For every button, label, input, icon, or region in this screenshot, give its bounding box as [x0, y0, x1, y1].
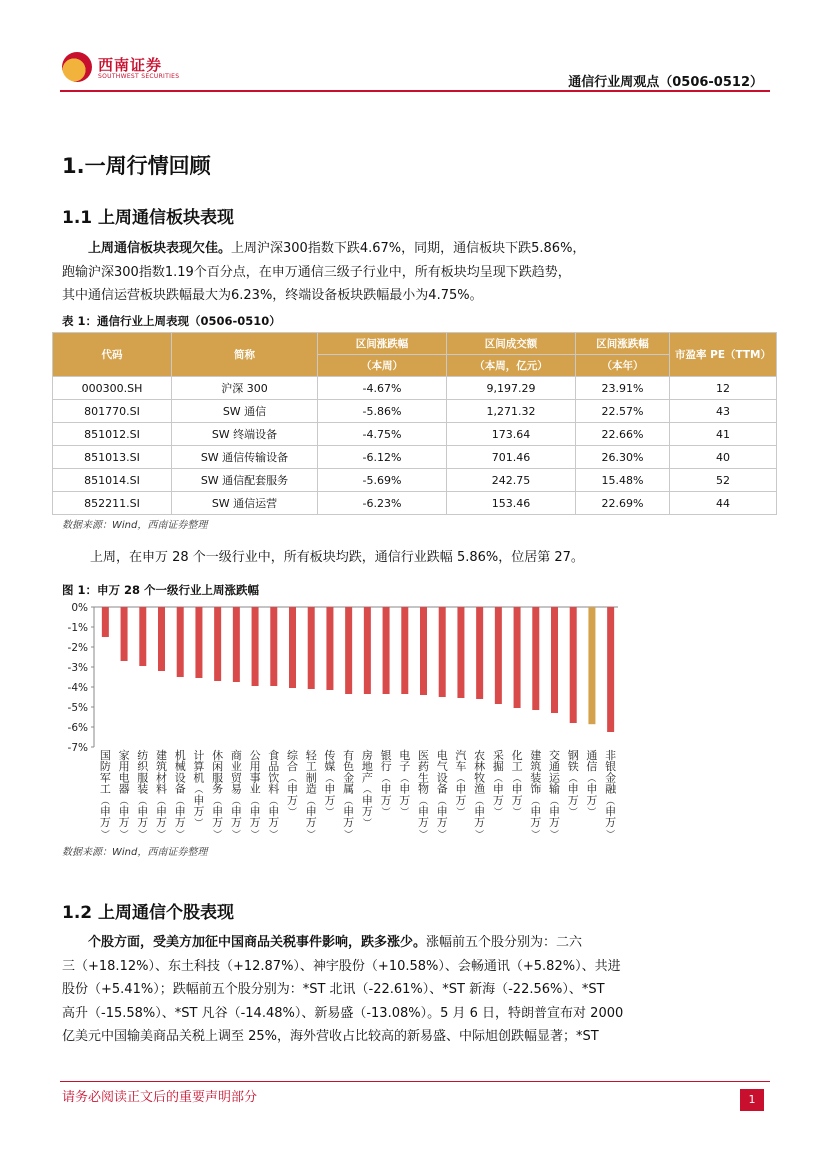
paragraph-line: 跑输沪深300指数1.19个百分点，在申万通信三级子行业中，所有板块均呈现下跌趋势，: [62, 264, 571, 280]
company-logo: [62, 52, 182, 86]
x-label-14: 房地产︵申万︶: [361, 749, 373, 830]
logo-en-text: SOUTHWEST SECURITIES: [98, 73, 180, 80]
bar-8: [252, 607, 259, 686]
cell-change: -6.12%: [318, 446, 447, 469]
sector-performance-table: [52, 332, 777, 515]
paragraph-line: 高升（-15.58%）、*ST 凡谷（-14.48%）、新易盛（-13.08%）。5 月 6 日，特朗普宣布对 2000: [62, 1005, 624, 1021]
bar-27: [607, 607, 614, 732]
bar-19: [457, 607, 464, 698]
cell-change: -5.86%: [318, 400, 447, 423]
x-label-27: 非银金融︵申万︶: [605, 749, 617, 837]
x-label-23: 建筑装饰︵申万︶: [530, 749, 542, 837]
y-tick-label: -4%: [67, 682, 88, 694]
bar-5: [195, 607, 202, 678]
bar-11: [308, 607, 315, 689]
cell-ytd: 22.57%: [576, 400, 670, 423]
table-row: [53, 377, 777, 400]
paragraph-stock-performance: [62, 931, 623, 1049]
header-change: 区间涨跌幅: [318, 333, 447, 355]
header-name: 简称: [172, 333, 318, 377]
industry-change-bar-chart: [62, 597, 622, 837]
line-text: 上周沪深300指数下跌4.67%，同期，通信板块下跌5.86%，: [231, 241, 586, 256]
cell-name: SW 终端设备: [172, 423, 318, 446]
x-label-21: 采掘︵申万︶: [492, 749, 504, 818]
cell-change: -5.69%: [318, 469, 447, 492]
x-label-15: 银行︵申万︶: [380, 749, 392, 818]
y-tick-label: -3%: [67, 662, 88, 674]
table-caption: 表 1：通信行业上周表现（0506-0510）: [62, 314, 281, 328]
bar-12: [326, 607, 333, 690]
table-row: [53, 469, 777, 492]
cell-turnover: 701.46: [447, 446, 576, 469]
cell-turnover: 1,271.32: [447, 400, 576, 423]
x-label-5: 计算机︵申万︶: [193, 749, 205, 830]
x-label-13: 有色金属︵申万︶: [343, 749, 355, 837]
bar-10: [289, 607, 296, 688]
header-ytd-sub: （本年）: [576, 355, 670, 377]
lead-sentence: 上周通信板块表现欠佳。: [88, 241, 232, 256]
cell-turnover: 153.46: [447, 492, 576, 515]
paragraph-line: 三（+18.12%）、东土科技（+12.87%）、神宇股份（+10.58%）、会畅通讯（+5.82%）、共进: [62, 958, 621, 974]
cell-change: -6.23%: [318, 492, 447, 515]
cell-change: -4.75%: [318, 423, 447, 446]
x-label-0: 国防军工︵申万︶: [99, 749, 111, 837]
bar-26: [588, 607, 595, 724]
bar-22: [514, 607, 521, 708]
bar-6: [214, 607, 221, 681]
x-label-3: 建筑材料︵申万︶: [156, 749, 167, 837]
header-ytd: 区间涨跌幅: [576, 333, 670, 355]
x-label-19: 汽车︵申万︶: [455, 749, 467, 818]
x-label-11: 轻工制造︵申万︶: [305, 749, 317, 837]
table-row: [53, 446, 777, 469]
cell-pe: 52: [670, 469, 777, 492]
cell-ytd: 22.69%: [576, 492, 670, 515]
footer-divider: [60, 1081, 770, 1082]
header-divider: [60, 90, 770, 92]
x-label-10: 综合︵申万︶: [287, 749, 298, 818]
table-row: [53, 492, 777, 515]
chart-x-labels: [100, 748, 617, 837]
cell-pe: 43: [670, 400, 777, 423]
x-label-12: 传媒︵申万︶: [324, 749, 336, 818]
header-title: 通信行业周观点（0506-0512）: [568, 75, 763, 90]
header-change-sub: （本周）: [318, 355, 447, 377]
y-tick-label: 0%: [71, 602, 88, 614]
y-tick-label: -2%: [67, 642, 88, 654]
cell-name: 沪深 300: [172, 377, 318, 400]
section-1-title: 1.一周行情回顾: [62, 154, 211, 178]
bar-3: [158, 607, 165, 671]
bar-0: [102, 607, 109, 637]
figure-source: 数据来源：Wind，西南证券整理: [62, 847, 208, 858]
cell-code: 851012.SI: [53, 423, 172, 446]
section-1-2-title: 1.2 上周通信个股表现: [62, 903, 235, 923]
table-header-row: [53, 333, 777, 355]
bar-20: [476, 607, 483, 699]
cell-name: SW 通信配套服务: [172, 469, 318, 492]
x-label-25: 钢铁︵申万︶: [567, 749, 579, 818]
line-text: 涨幅前五个股分别为：二六: [426, 935, 583, 950]
paragraph-line: 股份（+5.41%）；跌幅前五个股分别为：*ST 北讯（-22.61%）、*ST 新海（-22.56%）、*ST: [62, 982, 605, 997]
cell-change: -4.67%: [318, 377, 447, 400]
cell-name: SW 通信运营: [172, 492, 318, 515]
x-label-2: 纺织服装︵申万︶: [137, 749, 149, 837]
cell-name: SW 通信: [172, 400, 318, 423]
x-label-18: 电气设备︵申万︶: [436, 749, 448, 837]
table-body: [53, 377, 777, 515]
bar-7: [233, 607, 240, 682]
cell-pe: 12: [670, 377, 777, 400]
cell-code: 852211.SI: [53, 492, 172, 515]
table-source: 数据来源：Wind，西南证券整理: [62, 520, 208, 531]
header-pe: 市盈率 PE（TTM）: [670, 333, 777, 377]
table-row: [53, 423, 777, 446]
paragraph-industry-ranking: 上周，在申万 28 个一级行业中，所有板块均跌，通信行业跌幅 5.86%，位居第 27。: [90, 550, 584, 565]
chart-bars: [102, 607, 614, 732]
x-label-8: 公用事业︵申万︶: [249, 749, 261, 837]
cell-name: SW 通信传输设备: [172, 446, 318, 469]
cell-pe: 41: [670, 423, 777, 446]
x-label-22: 化工︵申万︶: [511, 749, 523, 818]
bar-1: [121, 607, 128, 661]
bar-9: [270, 607, 277, 686]
x-label-24: 交通运输︵申万︶: [549, 749, 560, 837]
cell-pe: 44: [670, 492, 777, 515]
page-number: 1: [740, 1089, 764, 1111]
cell-code: 000300.SH: [53, 377, 172, 400]
cell-code: 801770.SI: [53, 400, 172, 423]
x-label-20: 农林牧渔︵申万︶: [474, 749, 486, 837]
paragraph-line: 亿美元中国输美商品关税上调至 25%，海外营收占比较高的新易盛、中际旭创跌幅显著；*ST: [62, 1029, 599, 1044]
paragraph-line: 其中通信运营板块跌幅最大为6.23%，终端设备板块跌幅最小为4.75%。: [62, 288, 483, 303]
bar-16: [401, 607, 408, 694]
footer-disclaimer: 请务必阅读正文后的重要声明部分: [62, 1090, 258, 1105]
section-1-1-title: 1.1 上周通信板块表现: [62, 208, 235, 228]
header-turnover-sub: （本周，亿元）: [447, 355, 576, 377]
paragraph-line: [62, 237, 585, 261]
x-label-4: 机械设备︵申万︶: [174, 749, 186, 837]
header-code: 代码: [53, 333, 172, 377]
bar-25: [570, 607, 577, 723]
logo-emblem-icon: [62, 52, 92, 82]
bar-4: [177, 607, 184, 677]
cell-ytd: 22.66%: [576, 423, 670, 446]
cell-turnover: 173.64: [447, 423, 576, 446]
cell-ytd: 23.91%: [576, 377, 670, 400]
bar-21: [495, 607, 502, 704]
x-label-26: 通信︵申万︶: [586, 749, 598, 818]
bar-17: [420, 607, 427, 695]
x-label-1: 家用电器︵申万︶: [118, 749, 130, 837]
bar-15: [383, 607, 390, 694]
cell-ytd: 15.48%: [576, 469, 670, 492]
y-tick-label: -5%: [67, 702, 88, 714]
cell-ytd: 26.30%: [576, 446, 670, 469]
figure-caption: 图 1：申万 28 个一级行业上周涨跌幅: [62, 583, 260, 597]
cell-pe: 40: [670, 446, 777, 469]
bar-24: [551, 607, 558, 713]
paragraph-sector-performance: [62, 237, 585, 308]
bar-13: [345, 607, 352, 694]
bar-18: [439, 607, 446, 697]
lead-sentence: 个股方面，受美方加征中国商品关税事件影响，跌多涨少。: [88, 935, 427, 950]
table-row: [53, 400, 777, 423]
x-label-6: 休闲服务︵申万︶: [212, 749, 224, 837]
bar-14: [364, 607, 371, 694]
logo-cn-text: 西南证券: [98, 56, 163, 74]
cell-code: 851013.SI: [53, 446, 172, 469]
cell-turnover: 242.75: [447, 469, 576, 492]
cell-turnover: 9,197.29: [447, 377, 576, 400]
cell-code: 851014.SI: [53, 469, 172, 492]
x-label-7: 商业贸易︵申万︶: [230, 749, 242, 837]
header-turnover: 区间成交额: [447, 333, 576, 355]
bar-2: [139, 607, 146, 666]
x-label-17: 医药生物︵申万︶: [418, 749, 429, 837]
x-label-9: 食品饮料︵申万︶: [268, 749, 280, 837]
y-tick-label: -1%: [67, 622, 88, 634]
x-label-16: 电子︵申万︶: [399, 749, 411, 818]
y-tick-label: -7%: [67, 742, 88, 754]
bar-23: [532, 607, 539, 710]
y-tick-label: -6%: [67, 722, 88, 734]
paragraph-line: [62, 931, 623, 955]
